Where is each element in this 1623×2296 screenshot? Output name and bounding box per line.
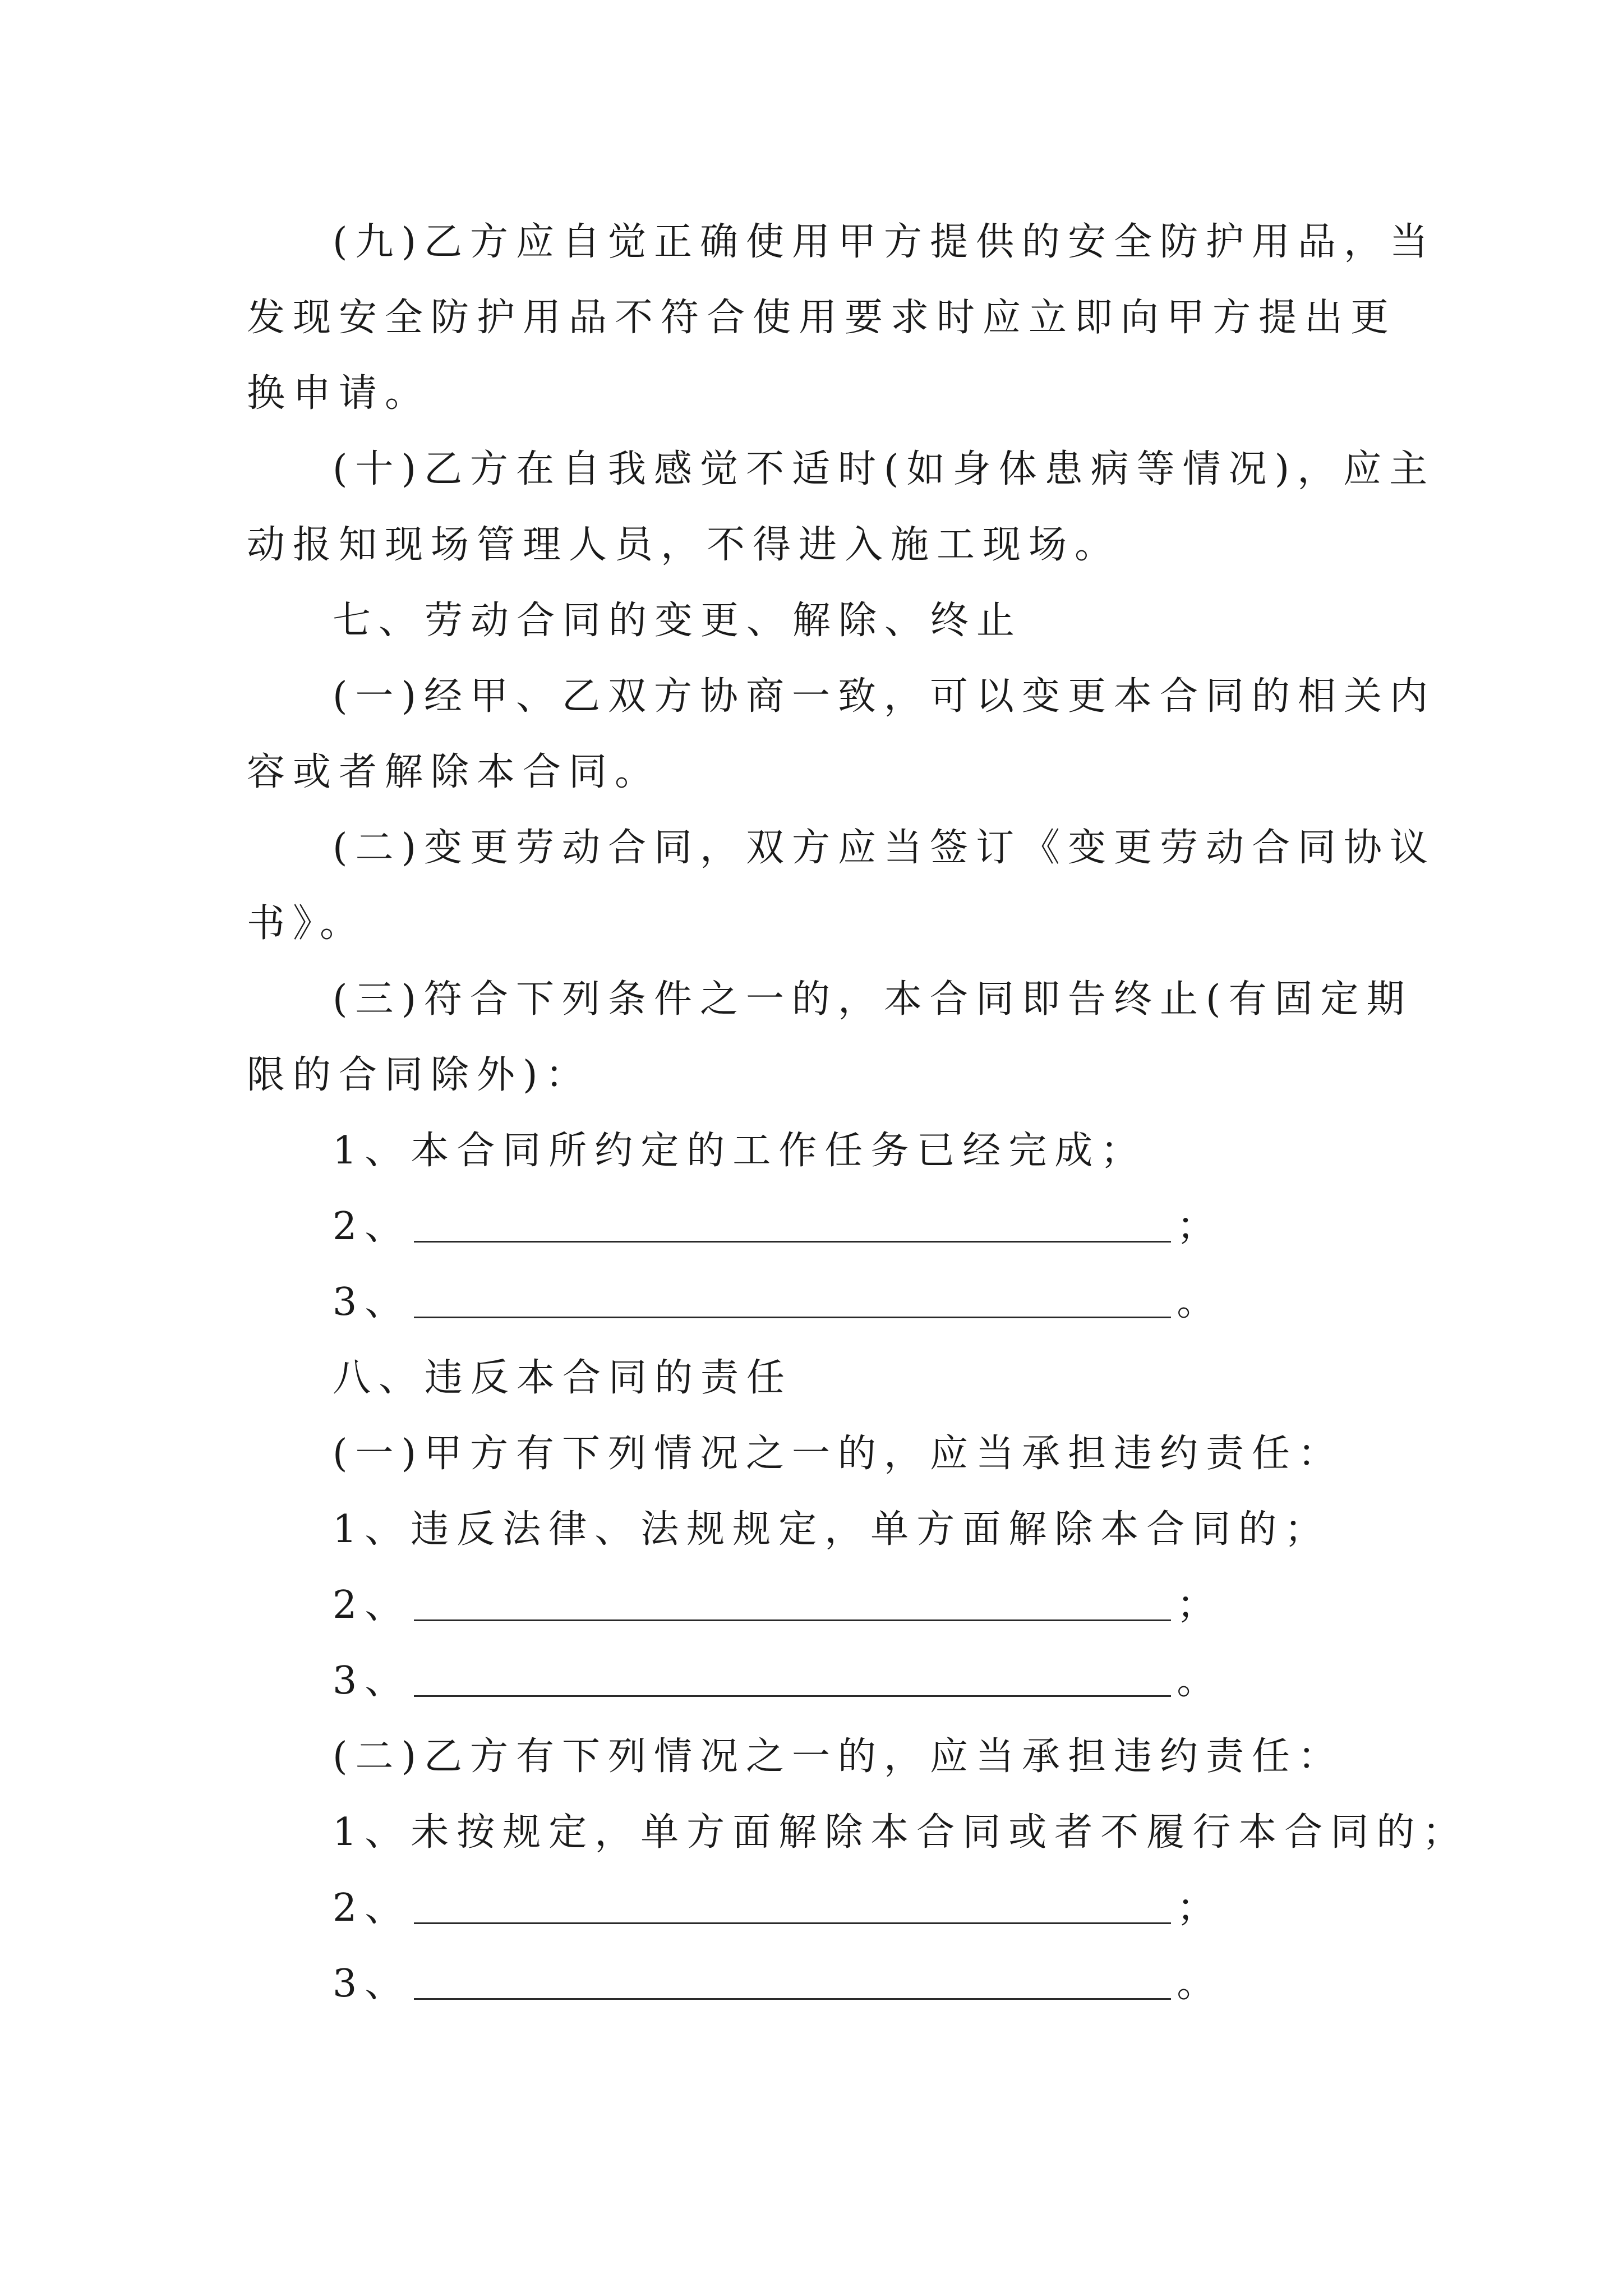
paragraph-line: (九)乙方应自觉正确使用甲方提供的安全防护用品，当 — [333, 220, 1436, 264]
list-item: 1、违反法律、法规规定，单方面解除本合同的； — [333, 1507, 1331, 1552]
paragraph-line: 换申请。 — [247, 371, 431, 416]
fill-in-blank — [414, 1695, 1171, 1697]
item-number: 2、 — [333, 1583, 411, 1627]
paragraph-line: 动报知现场管理人员，不得进入施工现场。 — [247, 523, 1121, 567]
item-end-punct: ； — [1177, 1204, 1223, 1249]
fill-in-item — [333, 1583, 1223, 1627]
fill-in-item — [333, 1962, 1223, 2006]
fill-in-blank — [414, 1241, 1171, 1243]
fill-in-item — [333, 1659, 1223, 1703]
section-heading: 七、劳动合同的变更、解除、终止 — [333, 599, 1023, 643]
fill-in-item — [333, 1280, 1223, 1324]
fill-in-item — [333, 1886, 1223, 1930]
paragraph-line: 容或者解除本合同。 — [247, 750, 661, 794]
paragraph-line: (一)经甲、乙双方协商一致，可以变更本合同的相关内 — [333, 674, 1436, 719]
item-number: 2、 — [333, 1204, 411, 1249]
fill-in-blank — [414, 1317, 1171, 1318]
section-heading: 八、违反本合同的责任 — [333, 1356, 793, 1400]
item-end-punct: 。 — [1177, 1659, 1223, 1703]
paragraph-line: 发现安全防护用品不符合使用要求时应立即向甲方提出更 — [247, 296, 1397, 340]
paragraph-line: (二)变更劳动合同，双方应当签订《变更劳动合同协议 — [333, 826, 1436, 870]
item-end-punct: ； — [1177, 1886, 1223, 1930]
paragraph-line: (十)乙方在自我感觉不适时(如身体患病等情况)，应主 — [333, 447, 1436, 491]
fill-in-blank — [414, 1619, 1171, 1621]
fill-in-blank — [414, 1998, 1171, 2000]
item-end-punct: 。 — [1177, 1280, 1223, 1324]
paragraph-line: 限的合同除外)： — [247, 1053, 592, 1097]
paragraph-line: (三)符合下列条件之一的，本合同即告终止(有固定期 — [333, 977, 1413, 1022]
fill-in-blank — [414, 1922, 1171, 1924]
list-item: 1、未按规定，单方面解除本合同或者不履行本合同的； — [333, 1810, 1469, 1855]
item-end-punct: ； — [1177, 1583, 1223, 1627]
list-item: 1、本合同所约定的工作任务已经完成； — [333, 1129, 1147, 1173]
item-number: 3、 — [333, 1962, 411, 2006]
item-number: 3、 — [333, 1280, 411, 1324]
paragraph-line: (一)甲方有下列情况之一的，应当承担违约责任： — [333, 1432, 1344, 1476]
paragraph-line: 书》。 — [247, 901, 366, 946]
item-number: 3、 — [333, 1659, 411, 1703]
paragraph-line: (二)乙方有下列情况之一的，应当承担违约责任： — [333, 1734, 1344, 1779]
item-end-punct: 。 — [1177, 1962, 1223, 2006]
item-number: 2、 — [333, 1886, 411, 1930]
fill-in-item — [333, 1204, 1223, 1249]
